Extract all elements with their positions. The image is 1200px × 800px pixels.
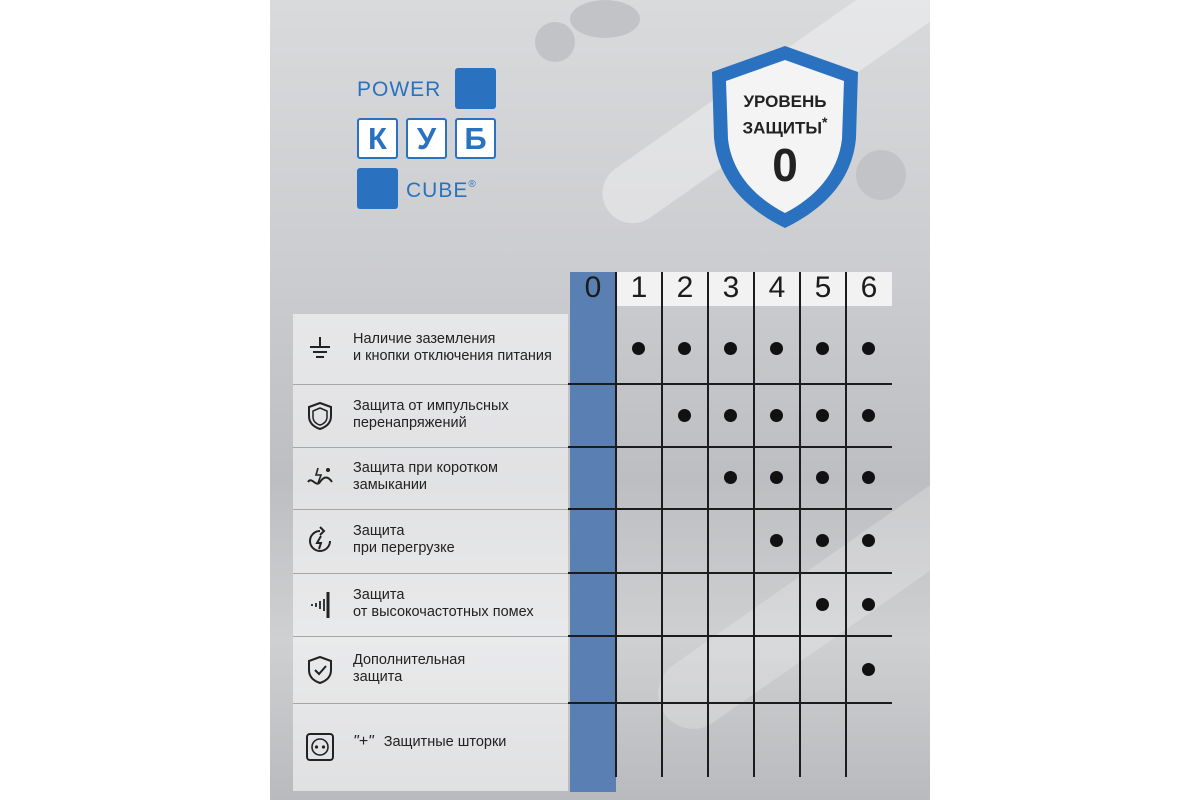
plus-mark: "+" — [353, 733, 374, 750]
grid-horizontal-line — [568, 383, 892, 385]
feature-label-line2: и кнопки отключения питания — [353, 348, 552, 364]
badge-title-line1: УРОВЕНЬ — [743, 92, 827, 111]
feature-label-line1: Защита — [353, 586, 405, 603]
level-header-3: 3 — [722, 271, 740, 304]
feature-label-line1: Дополнительная — [353, 651, 466, 668]
short-circuit-icon — [304, 462, 336, 494]
logo-square — [357, 168, 398, 209]
protection-level-badge — [700, 42, 870, 232]
level-header-4: 4 — [768, 271, 786, 304]
feature-dot — [816, 598, 829, 611]
decor-circle — [535, 22, 575, 62]
level-header-2: 2 — [676, 271, 694, 304]
feature-dot — [862, 598, 875, 611]
feature-label-line1: Наличие заземления — [353, 331, 496, 347]
feature-dot — [724, 342, 737, 355]
overload-icon — [304, 525, 336, 557]
feature-label-line1: Защита при коротком — [353, 460, 499, 476]
feature-label — [353, 587, 573, 621]
ground-icon — [304, 333, 336, 365]
feature-dot — [770, 342, 783, 355]
asterisk: * — [822, 114, 828, 130]
decor-circle — [570, 0, 640, 38]
socket-icon — [304, 731, 336, 763]
feature-dot — [678, 409, 691, 422]
highlight-column-level-0 — [570, 272, 616, 792]
feature-dot — [816, 409, 829, 422]
logo-square — [455, 68, 496, 109]
feature-label-line2: при перегрузке — [353, 540, 455, 556]
feature-dot — [862, 342, 875, 355]
logo-letter: Б — [455, 118, 496, 159]
feature-dot — [724, 471, 737, 484]
feature-dot — [770, 409, 783, 422]
feature-label-line1: Защитные шторки — [383, 734, 507, 750]
feature-label-line2: от высокочастотных помех — [353, 603, 534, 620]
grid-horizontal-line — [568, 572, 892, 574]
badge-level-value: 0 — [772, 139, 798, 191]
feature-dot — [862, 534, 875, 547]
logo-letter: К — [357, 118, 398, 159]
feature-label-line2: перенапряжений — [353, 414, 467, 431]
feature-dot — [816, 342, 829, 355]
feature-dot — [724, 409, 737, 422]
feature-dot — [816, 534, 829, 547]
feature-label — [353, 331, 573, 365]
level-header-6: 6 — [860, 271, 878, 304]
feature-dot — [770, 534, 783, 547]
grid-horizontal-line — [568, 508, 892, 510]
shield-outline-icon — [304, 400, 336, 432]
feature-dot — [816, 471, 829, 484]
grid-horizontal-line — [568, 635, 892, 637]
feature-dot — [862, 409, 875, 422]
feature-label — [353, 652, 573, 686]
registered-mark: ® — [468, 179, 477, 190]
grid-horizontal-line — [568, 446, 892, 448]
feature-dot — [632, 342, 645, 355]
feature-label-line1: Защита от импульсных — [353, 397, 509, 414]
badge-title-line2: ЗАЩИТЫ* — [742, 114, 828, 138]
feature-dot — [862, 663, 875, 676]
level-header-0: 0 — [584, 271, 602, 304]
level-header-1: 1 — [630, 271, 648, 304]
feature-label — [353, 733, 573, 751]
feature-dot — [678, 342, 691, 355]
hf-noise-icon — [304, 589, 336, 621]
brand-power-text: POWER — [357, 78, 442, 101]
feature-label — [353, 460, 573, 494]
brand-cube-text: CUBE® — [406, 179, 477, 202]
level-header-5: 5 — [814, 271, 832, 304]
logo-letter: У — [406, 118, 447, 159]
feature-label-line1: Защита — [353, 523, 405, 539]
product-card — [270, 0, 930, 800]
feature-label — [353, 398, 573, 432]
feature-label-line2: защита — [353, 668, 403, 685]
feature-label-line2: замыкании — [353, 477, 428, 493]
feature-dot — [862, 471, 875, 484]
grid-horizontal-line — [568, 702, 892, 704]
feature-label — [353, 523, 573, 557]
feature-dot — [770, 471, 783, 484]
shield-check-icon — [304, 654, 336, 686]
